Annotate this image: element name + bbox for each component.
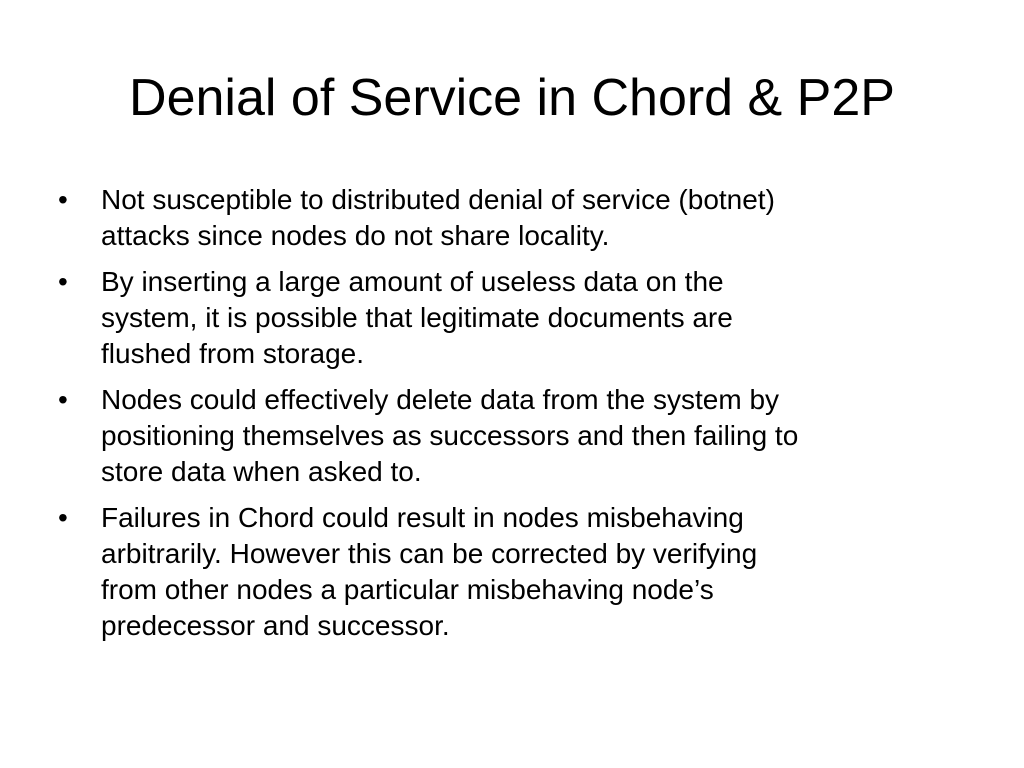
bullet-line: predecessor and successor. bbox=[101, 610, 450, 641]
bullet-item bbox=[58, 264, 978, 372]
bullet-line: Failures in Chord could result in nodes misbehaving bbox=[101, 502, 744, 533]
bullet-line: By inserting a large amount of useless data on the bbox=[101, 266, 724, 297]
slide-title: Denial of Service in Chord & P2P bbox=[129, 69, 895, 127]
bullet-item bbox=[58, 382, 978, 490]
bullet-line: from other nodes a particular misbehaving node’s bbox=[101, 574, 714, 605]
bullet-line: attacks since nodes do not share locality. bbox=[101, 220, 610, 251]
bullet-line: positioning themselves as successors and then failing to bbox=[101, 420, 799, 451]
bullet-item bbox=[58, 182, 978, 254]
bullet-icon: • bbox=[58, 384, 68, 415]
bullet-list bbox=[58, 182, 978, 654]
bullet-item bbox=[58, 500, 978, 644]
bullet-icon: • bbox=[58, 184, 68, 215]
bullet-line: Not susceptible to distributed denial of service (botnet) bbox=[101, 184, 775, 215]
bullet-icon: • bbox=[58, 502, 68, 533]
bullet-line: system, it is possible that legitimate documents are bbox=[101, 302, 733, 333]
bullet-line: Nodes could effectively delete data from the system by bbox=[101, 384, 780, 415]
bullet-line: flushed from storage. bbox=[101, 338, 365, 369]
bullet-line: store data when asked to. bbox=[101, 456, 422, 487]
bullet-icon: • bbox=[58, 266, 68, 297]
bullet-line: arbitrarily. However this can be corrected by verifying bbox=[101, 538, 758, 569]
